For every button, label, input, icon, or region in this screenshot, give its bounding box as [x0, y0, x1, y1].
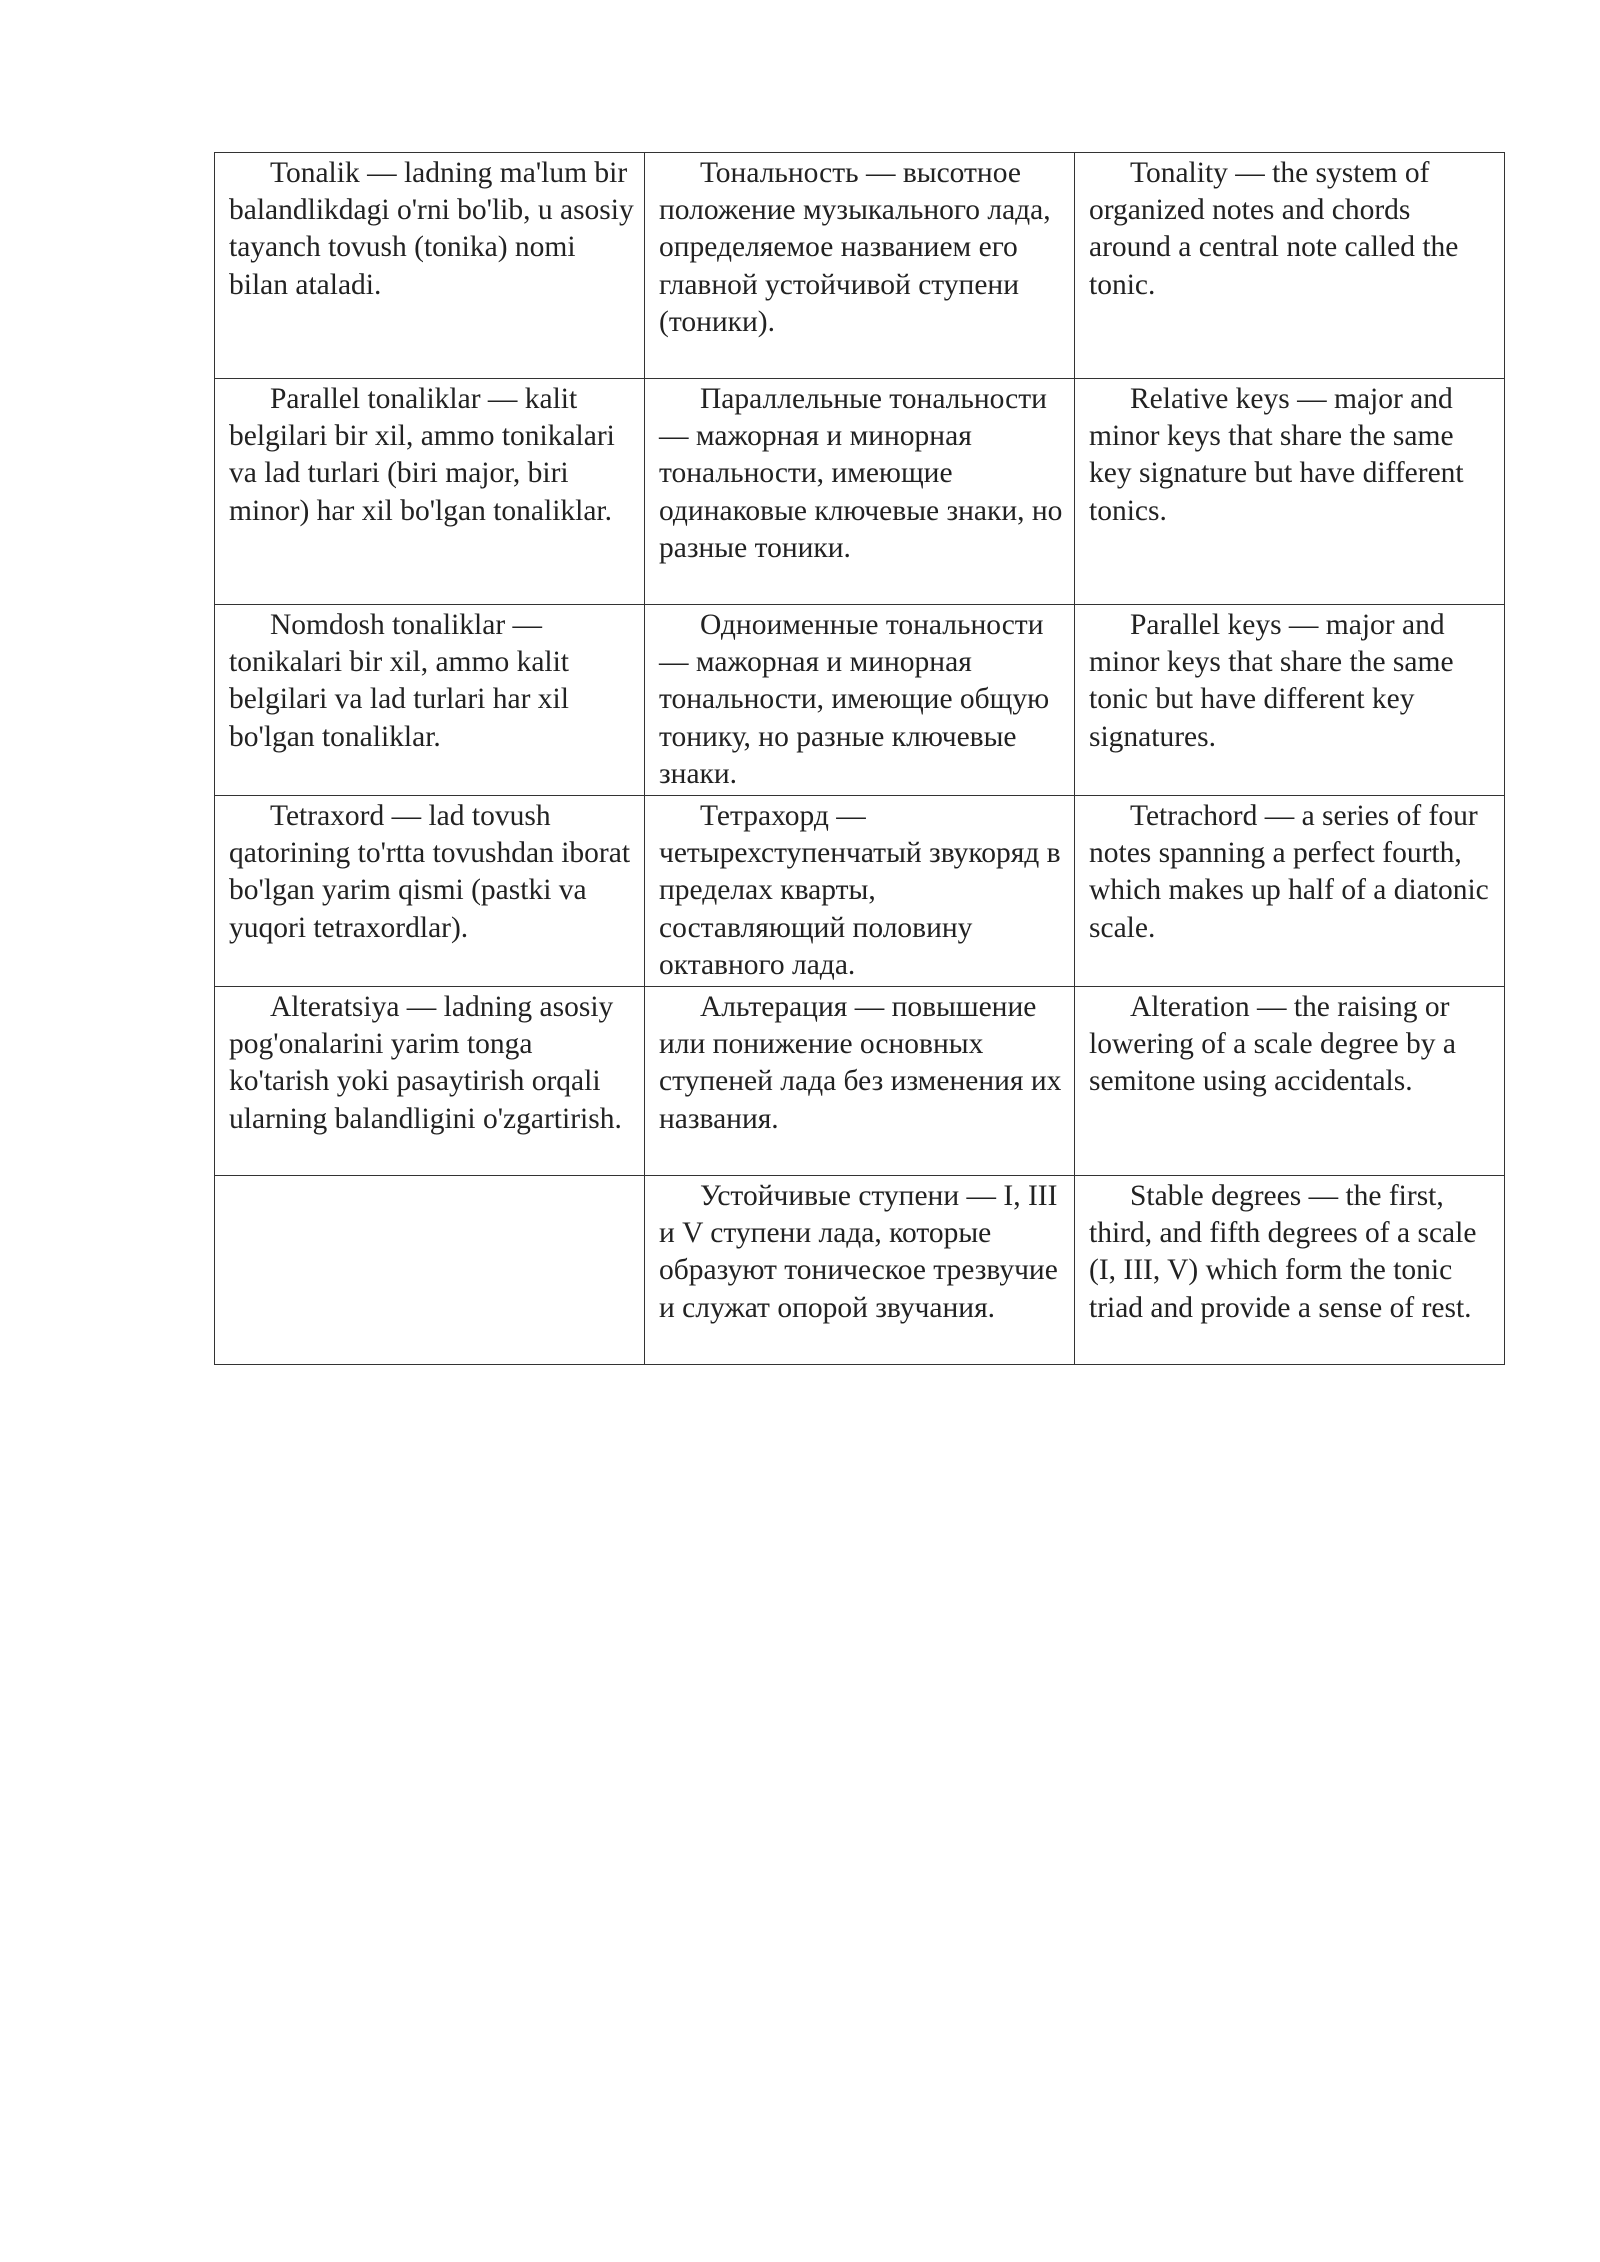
- cell-russian: Тетрахорд — четырехступенчатый звукоряд в пределах кварты, составляющий половину октавного лада.: [645, 796, 1075, 987]
- cell-russian: Параллельные тональности — мажорная и минорная тональности, имеющие одинаковые ключевые знаки, но разные тоники.: [645, 379, 1075, 605]
- cell-uzbek: Alteratsiya — ladning asosiy pog'onalarini yarim tonga ko'tarish yoki pasaytirish orqali ularning balandligini o'zgartirish.: [215, 987, 645, 1176]
- cell-english: Parallel keys — major and minor keys that share the same tonic but have different key signatures.: [1075, 605, 1505, 796]
- table-row: [215, 987, 1505, 1176]
- table-row: [215, 153, 1505, 379]
- table-row: [215, 605, 1505, 796]
- table-row: [215, 1176, 1505, 1365]
- cell-uzbek: Parallel tonaliklar — kalit belgilari bir xil, ammo tonikalari va lad turlari (biri major, biri minor) har xil bo'lgan tonaliklar.: [215, 379, 645, 605]
- glossary-table: [214, 152, 1505, 1365]
- cell-english: Relative keys — major and minor keys that share the same key signature but have different tonics.: [1075, 379, 1505, 605]
- cell-uzbek: Tetraxord — lad tovush qatorining to'rtta tovushdan iborat bo'lgan yarim qismi (pastki va yuqori tetraxordlar).: [215, 796, 645, 987]
- cell-english: Alteration — the raising or lowering of a scale degree by a semitone using accidentals.: [1075, 987, 1505, 1176]
- cell-uzbek-empty: [215, 1176, 645, 1365]
- cell-russian: Тональность — высотное положение музыкального лада, определяемое названием его главной устойчивой ступени (тоники).: [645, 153, 1075, 379]
- cell-uzbek: Nomdosh tonaliklar — tonikalari bir xil, ammo kalit belgilari va lad turlari har xil bo'lgan tonaliklar.: [215, 605, 645, 796]
- cell-russian: Одноименные тональности — мажорная и минорная тональности, имеющие общую тонику, но разные ключевые знаки.: [645, 605, 1075, 796]
- cell-russian: Устойчивые ступени — I, III и V ступени лада, которые образуют тоническое трезвучие и служат опорой звучания.: [645, 1176, 1075, 1365]
- cell-uzbek: Tonalik — ladning ma'lum bir balandlikdagi o'rni bo'lib, u asosiy tayanch tovush (tonika) nomi bilan ataladi.: [215, 153, 645, 379]
- cell-english: Tonality — the system of organized notes and chords around a central note called the tonic.: [1075, 153, 1505, 379]
- cell-russian: Альтерация — повышение или понижение основных ступеней лада без изменения их названия.: [645, 987, 1075, 1176]
- cell-english: Stable degrees — the first, third, and fifth degrees of a scale (I, III, V) which form the tonic triad and provide a sense of rest.: [1075, 1176, 1505, 1365]
- table-row: [215, 379, 1505, 605]
- cell-english: Tetrachord — a series of four notes spanning a perfect fourth, which makes up half of a diatonic scale.: [1075, 796, 1505, 987]
- table-row: [215, 796, 1505, 987]
